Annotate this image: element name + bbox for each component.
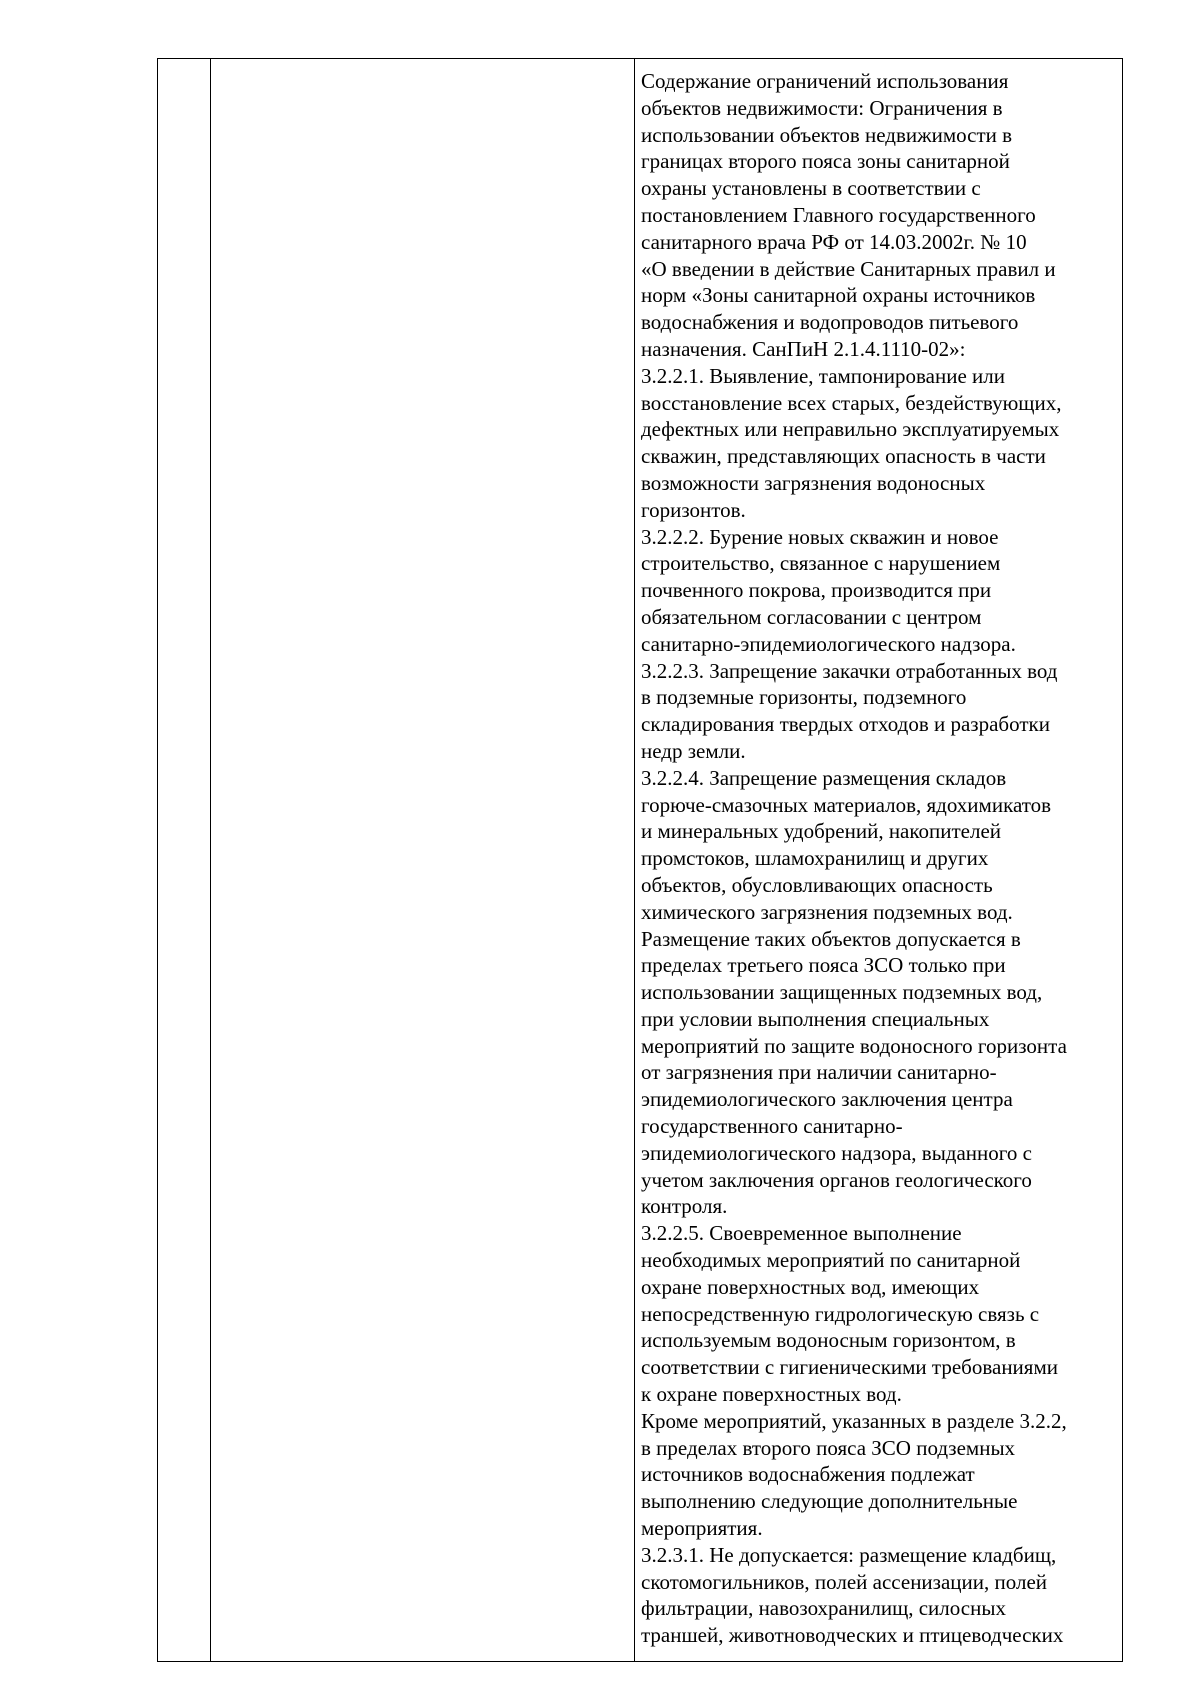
text-line: промстоков, шламохранилищ и других bbox=[641, 846, 989, 871]
text-line: 3.2.2.4. Запрещение размещения складов bbox=[641, 765, 1007, 790]
text-line: возможности загрязнения водоносных bbox=[641, 470, 986, 495]
text-line: охране поверхностных вод, имеющих bbox=[641, 1274, 980, 1299]
text-line: водоснабжения и водопроводов питьевого bbox=[641, 310, 1019, 335]
restrictions-cell-text bbox=[641, 68, 1119, 1649]
text-line: химического загрязнения подземных вод. bbox=[641, 899, 1013, 924]
text-line: скотомогильников, полей ассенизации, полей bbox=[641, 1569, 1048, 1594]
text-line: почвенного покрова, производится при bbox=[641, 578, 992, 603]
text-line: мероприятия. bbox=[641, 1516, 763, 1541]
text-line: 3.2.2.3. Запрещение закачки отработанных вод bbox=[641, 658, 1058, 683]
text-line: скважин, представляющих опасность в части bbox=[641, 444, 1046, 469]
document-table bbox=[157, 58, 1123, 1662]
text-line: 3.2.2.2. Бурение новых скважин и новое bbox=[641, 524, 999, 549]
text-line: Кроме мероприятий, указанных в разделе 3.2.2, bbox=[641, 1408, 1067, 1433]
text-line: санитарного врача РФ от 14.03.2002г. № 10 bbox=[641, 229, 1027, 254]
text-line: «О введении в действие Санитарных правил и bbox=[641, 256, 1056, 281]
text-line: в пределах второго пояса ЗСО подземных bbox=[641, 1435, 1016, 1460]
text-line: охраны установлены в соответствии с bbox=[641, 176, 981, 201]
text-line: необходимых мероприятий по санитарной bbox=[641, 1248, 1021, 1273]
column-divider bbox=[634, 59, 635, 1661]
text-line: постановлением Главного государственного bbox=[641, 202, 1036, 227]
text-line: Размещение таких объектов допускается в bbox=[641, 926, 1021, 951]
text-line: траншей, животноводческих и птицеводческих bbox=[641, 1623, 1064, 1648]
text-line: Содержание ограничений использования bbox=[641, 69, 1009, 93]
text-line: при условии выполнения специальных bbox=[641, 1006, 990, 1031]
text-line: контроля. bbox=[641, 1194, 728, 1219]
text-line: объектов, обусловливающих опасность bbox=[641, 872, 993, 897]
text-line: от загрязнения при наличии санитарно- bbox=[641, 1060, 997, 1085]
text-line: горизонтов. bbox=[641, 497, 746, 522]
text-line: горюче-смазочных материалов, ядохимикатов bbox=[641, 792, 1052, 817]
text-line: границах второго пояса зоны санитарной bbox=[641, 149, 1010, 174]
text-line: складирования твердых отходов и разработки bbox=[641, 712, 1050, 737]
text-line: 3.2.3.1. Не допускается: размещение кладбищ, bbox=[641, 1542, 1057, 1567]
text-line: источников водоснабжения подлежат bbox=[641, 1462, 975, 1487]
text-line: норм «Зоны санитарной охраны источников bbox=[641, 283, 1036, 308]
text-line: пределах третьего пояса ЗСО только при bbox=[641, 953, 1006, 978]
text-line: обязательном согласовании с центром bbox=[641, 604, 982, 629]
text-line: использовании объектов недвижимости в bbox=[641, 122, 1013, 147]
text-line: выполнению следующие дополнительные bbox=[641, 1489, 1018, 1514]
text-line: государственного санитарно- bbox=[641, 1114, 903, 1139]
text-line: восстановление всех старых, бездействующих, bbox=[641, 390, 1062, 415]
text-line: фильтрации, навозохранилищ, силосных bbox=[641, 1596, 1006, 1621]
text-line: используемым водоносным горизонтом, в bbox=[641, 1328, 1016, 1353]
text-line: использовании защищенных подземных вод, bbox=[641, 980, 1043, 1005]
text-line: и минеральных удобрений, накопителей bbox=[641, 819, 1002, 844]
text-line: к охране поверхностных вод. bbox=[641, 1382, 902, 1407]
text-line: учетом заключения органов геологического bbox=[641, 1167, 1032, 1192]
text-line: назначения. СанПиН 2.1.4.1110-02»: bbox=[641, 336, 966, 361]
text-line: соответствии с гигиеническими требованиями bbox=[641, 1355, 1058, 1380]
text-line: эпидемиологического заключения центра bbox=[641, 1087, 1013, 1112]
text-line: дефектных или неправильно эксплуатируемых bbox=[641, 417, 1060, 442]
text-line: строительство, связанное с нарушением bbox=[641, 551, 1001, 576]
text-line: непосредственную гидрологическую связь с bbox=[641, 1301, 1040, 1326]
text-line: санитарно-эпидемиологического надзора. bbox=[641, 631, 1016, 656]
text-line: 3.2.2.5. Своевременное выполнение bbox=[641, 1221, 962, 1246]
text-line: объектов недвижимости: Ограничения в bbox=[641, 95, 1003, 120]
text-line: в подземные горизонты, подземного bbox=[641, 685, 967, 710]
text-line: 3.2.2.1. Выявление, тампонирование или bbox=[641, 363, 1005, 388]
text-line: эпидемиологического надзора, выданного с bbox=[641, 1140, 1032, 1165]
text-line: недр земли. bbox=[641, 738, 746, 763]
text-line: мероприятий по защите водоносного горизонта bbox=[641, 1033, 1067, 1058]
column-divider bbox=[210, 59, 211, 1661]
